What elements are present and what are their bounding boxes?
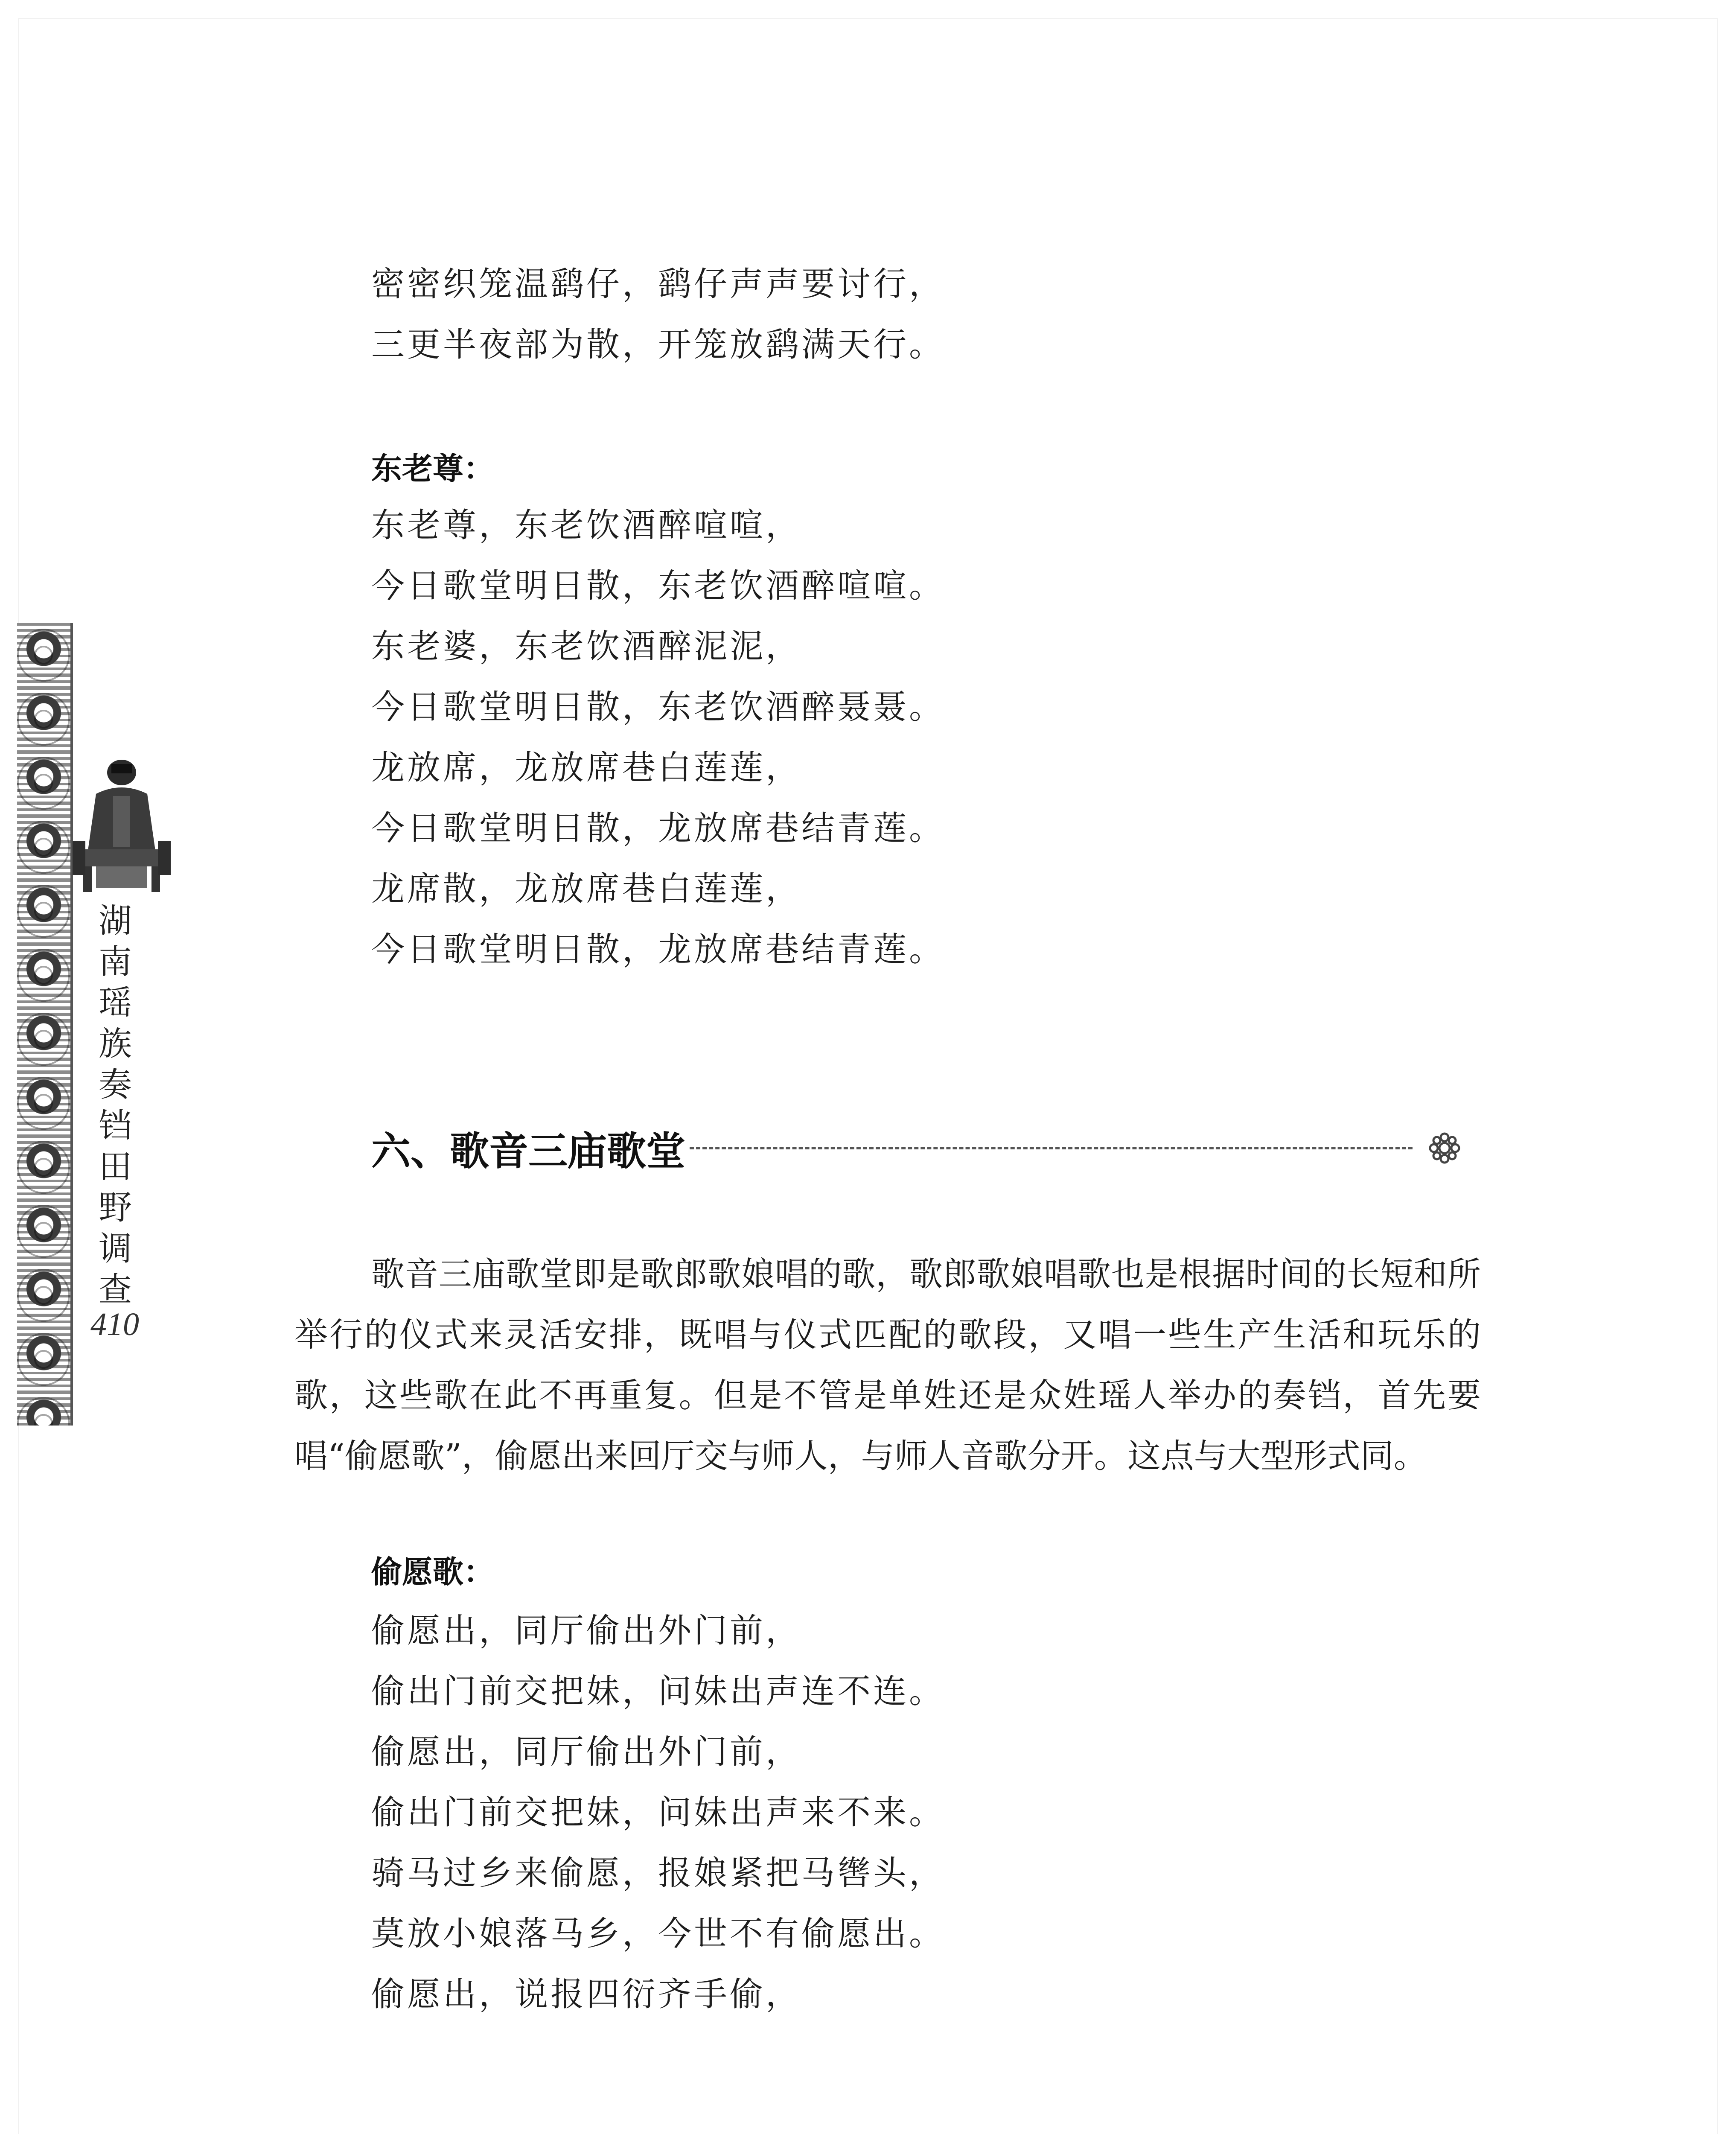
verse-dong-lao-zun	[371, 495, 945, 980]
seated-figure-portrait	[70, 755, 173, 896]
verse-tou-yuan-ge	[371, 1600, 945, 2025]
verse-line: 龙席散，龙放席巷白莲莲，	[371, 870, 802, 908]
verse-line: 今日歌堂明日散，东老饮酒醉聂聂。	[371, 688, 945, 726]
book-title-char: 查	[98, 1271, 132, 1309]
dashed-rule	[690, 1147, 1413, 1149]
section-heading	[371, 1120, 1464, 1176]
decorative-side-band	[17, 623, 73, 1426]
verse-line: 偷愿出，说报四衍齐手偷，	[371, 1975, 802, 2014]
verse-line: 今日歌堂明日散，东老饮酒醉喧喧。	[371, 567, 945, 605]
body-paragraph	[294, 1244, 1481, 1487]
book-title-char: 南	[98, 943, 132, 981]
verse-line: 偷出门前交把妹，问妹出声连不连。	[371, 1672, 945, 1711]
label-dong-lao-zun: 东老尊：	[371, 451, 495, 487]
page-number: 410	[90, 1306, 139, 1342]
verse-line: 密密织笼温鹞仔，鹞仔声声要讨行，	[371, 265, 945, 303]
verse-line: 东老婆，东老饮酒醉泥泥，	[371, 627, 802, 666]
book-title-char: 调	[98, 1230, 132, 1268]
flower-ornament-icon	[1425, 1129, 1464, 1167]
book-title-char: 奏	[98, 1066, 132, 1104]
book-title-char: 野	[98, 1189, 132, 1227]
verse-line: 今日歌堂明日散，龙放席巷结青莲。	[371, 809, 945, 848]
book-title-char: 瑶	[98, 984, 132, 1022]
paragraph-text: 歌音三庙歌堂即是歌郎歌娘唱的歌，歌郎歌娘唱歌也是根据时间的长短和所举行的仪式来灵活安排，既唱与仪式匹配的歌段，又唱一些生产生活和玩乐的歌，这些歌在此不再重复。但是不管是单姓还是众姓瑶人举办的奏铛，首先要唱“偷愿歌”，偷愿出来回厅交与师人，与师人音歌分开。这点与大型形式同。	[294, 1255, 1481, 1475]
label-tou-yuan-ge: 偷愿歌：	[371, 1554, 495, 1590]
verse-line: 莫放小娘落马乡，今世不有偷愿出。	[371, 1915, 945, 1953]
section-heading-text: 六、歌音三庙歌堂	[371, 1128, 686, 1174]
verse-line: 三更半夜部为散，开笼放鹞满天行。	[371, 326, 945, 364]
verse-line: 骑马过乡来偷愿，报娘紧把马辔头，	[371, 1854, 945, 1892]
verse-line: 龙放席，龙放席巷白莲莲，	[371, 749, 802, 787]
book-title-char: 族	[98, 1025, 132, 1063]
verse-line: 偷出门前交把妹，问妹出声来不来。	[371, 1793, 945, 1832]
book-title-vertical	[96, 901, 134, 1310]
verse-line: 今日歌堂明日散，龙放席巷结青莲。	[371, 930, 945, 969]
verse-line: 偷愿出，同厅偷出外门前，	[371, 1733, 802, 1771]
book-title-char: 铛	[98, 1107, 132, 1145]
book-title-char: 田	[98, 1148, 132, 1186]
verse-line: 偷愿出，同厅偷出外门前，	[371, 1612, 802, 1650]
verse-top	[371, 254, 945, 375]
verse-line: 东老尊，东老饮酒醉喧喧，	[371, 506, 802, 545]
book-title-char: 湖	[98, 902, 132, 940]
